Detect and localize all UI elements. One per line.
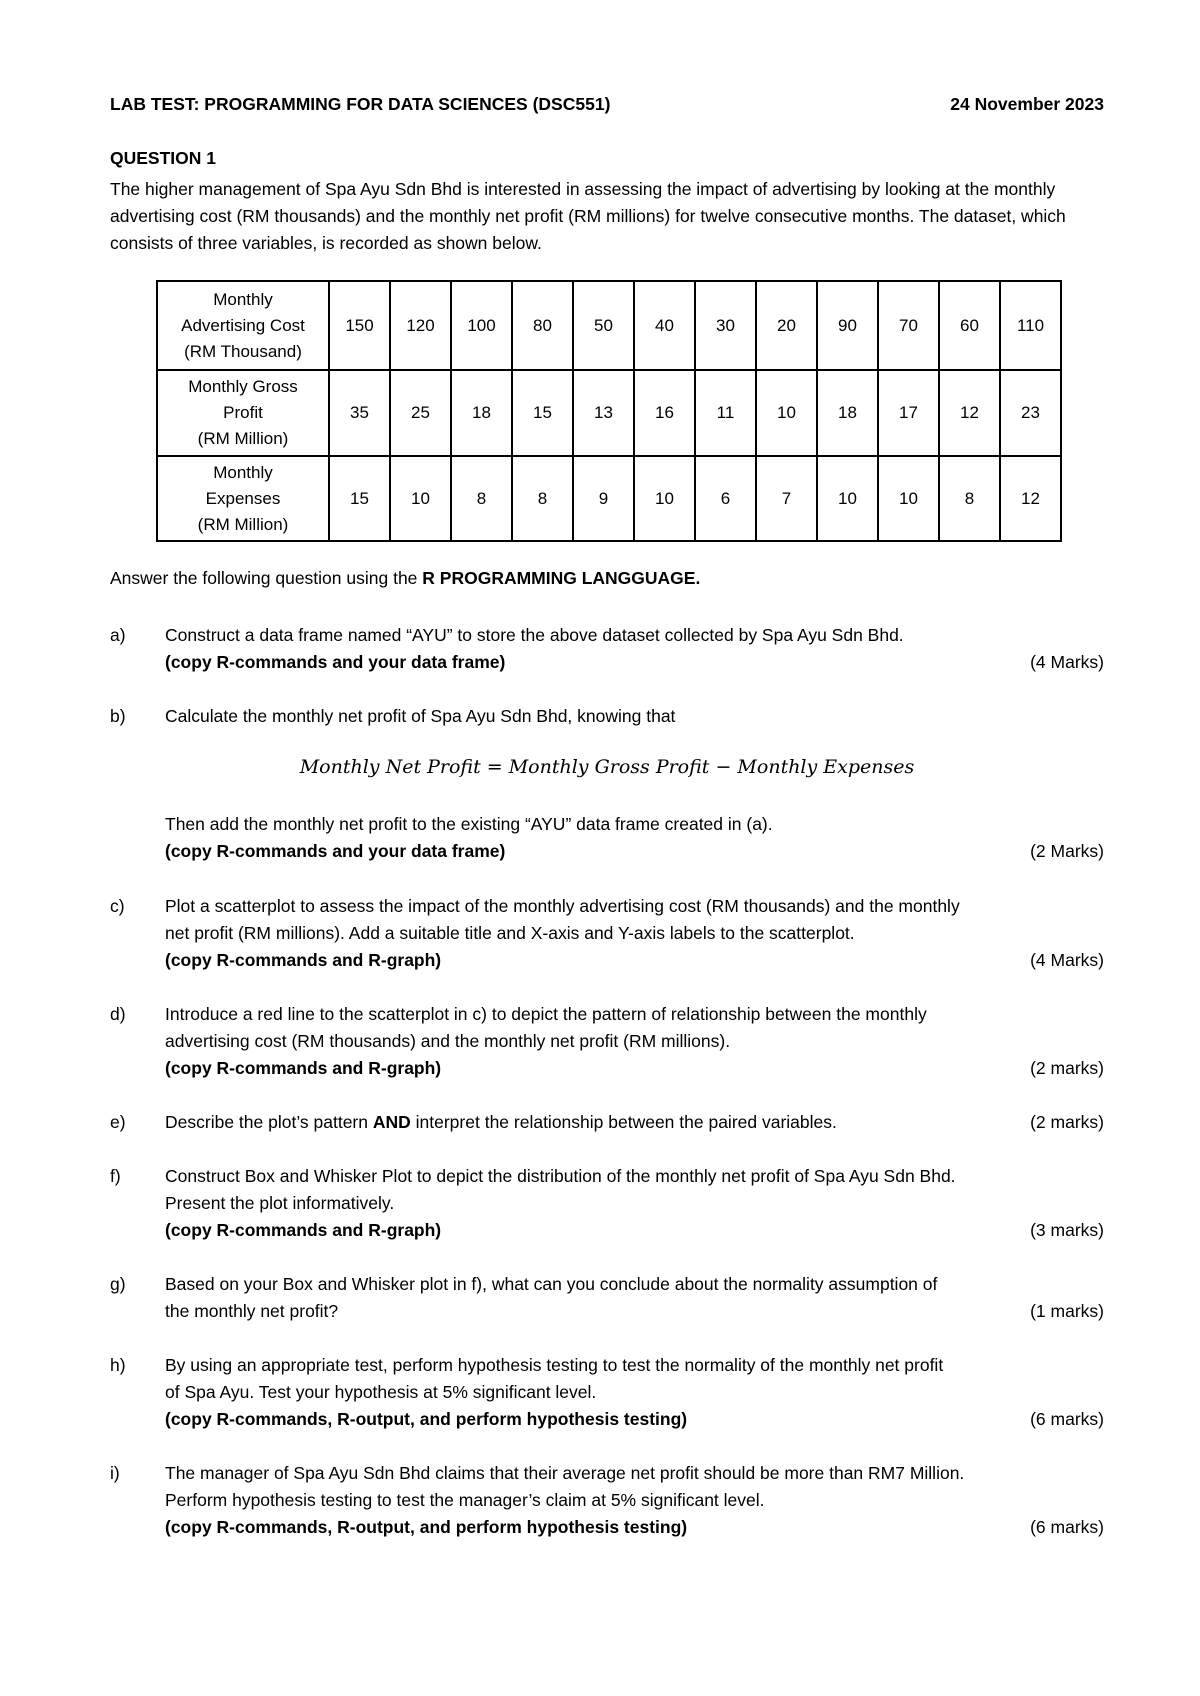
document-title: LAB TEST: PROGRAMMING FOR DATA SCIENCES (DSC551) bbox=[110, 94, 611, 114]
part-c-line1: Plot a scatterplot to assess the impact of the monthly advertising cost (RM thousands) and the monthly bbox=[165, 896, 960, 916]
part-letter: b) bbox=[110, 706, 126, 726]
part-h bbox=[110, 1352, 1104, 1433]
answer-instruction-prefix: Answer the following question using the bbox=[110, 568, 423, 588]
table-cell: 10 bbox=[390, 456, 451, 541]
part-letter: f) bbox=[110, 1166, 121, 1186]
table-cell: 90 bbox=[817, 281, 878, 370]
table-cell: 6 bbox=[695, 456, 756, 541]
table-cell: 8 bbox=[939, 456, 1000, 541]
table-cell: 10 bbox=[634, 456, 695, 541]
part-c-line2: net profit (RM millions). Add a suitable title and X-axis and Y-axis labels to the scatterplot. bbox=[165, 923, 855, 943]
part-e-suffix: interpret the relationship between the paired variables. bbox=[410, 1112, 837, 1132]
table-cell: 35 bbox=[329, 370, 390, 456]
gross-profit-row bbox=[157, 370, 1061, 456]
table-cell: 50 bbox=[573, 281, 634, 370]
expenses-row bbox=[157, 456, 1061, 541]
row-label-line: (RM Million) bbox=[197, 429, 289, 448]
row-label-line: Profit bbox=[223, 403, 263, 422]
part-f-instruction: (copy R-commands and R-graph) bbox=[165, 1220, 442, 1240]
table-cell: 8 bbox=[451, 456, 512, 541]
table-cell: 7 bbox=[756, 456, 817, 541]
part-h-line2: of Spa Ayu. Test your hypothesis at 5% significant level. bbox=[165, 1382, 597, 1402]
part-letter: i) bbox=[110, 1463, 120, 1483]
row-label-line: (RM Million) bbox=[197, 514, 289, 534]
table-cell: 23 bbox=[1000, 370, 1061, 456]
table-cell: 110 bbox=[1000, 281, 1061, 370]
row-label bbox=[157, 370, 329, 456]
row-label bbox=[157, 281, 329, 370]
net-profit-formula: Monthly Net Profit = Monthly Gross Profit − Monthly Expenses bbox=[299, 756, 915, 778]
part-b-marks: (2 Marks) bbox=[1030, 841, 1104, 861]
part-b-text: Calculate the monthly net profit of Spa Ayu Sdn Bhd, knowing that bbox=[165, 706, 676, 726]
table-cell: 100 bbox=[451, 281, 512, 370]
part-d-line2: advertising cost (RM thousands) and the monthly net profit (RM millions). bbox=[165, 1031, 731, 1051]
part-b bbox=[110, 703, 1104, 730]
part-d-marks: (2 marks) bbox=[1030, 1058, 1104, 1078]
part-h-instruction: (copy R-commands, R-output, and perform hypothesis testing) bbox=[165, 1409, 688, 1429]
document-header bbox=[110, 94, 1104, 115]
part-letter: a) bbox=[110, 625, 126, 645]
table-cell: 18 bbox=[817, 370, 878, 456]
part-letter: c) bbox=[110, 896, 125, 916]
table-cell: 20 bbox=[756, 281, 817, 370]
part-g-marks: (1 marks) bbox=[1030, 1301, 1104, 1321]
answer-instruction-language: R PROGRAMMING LANGGUAGE. bbox=[422, 568, 701, 588]
part-a-text: Construct a data frame named “AYU” to store the above dataset collected by Spa Ayu Sdn Bhd. bbox=[165, 625, 904, 645]
question-intro: The higher management of Spa Ayu Sdn Bhd is interested in assessing the impact of advertising by looking at the monthly advertising cost (RM thousands) and the monthly net profit (RM millions) for twelve consecutive months. The dataset, which consists of three variables, is recorded as shown below. bbox=[110, 179, 1066, 253]
table-cell: 70 bbox=[878, 281, 939, 370]
part-g-line1: Based on your Box and Whisker plot in f), what can you conclude about the normality assumption of bbox=[165, 1274, 938, 1294]
document-date: 24 November 2023 bbox=[950, 94, 1104, 114]
table-cell: 13 bbox=[573, 370, 634, 456]
part-i-line2: Perform hypothesis testing to test the manager’s claim at 5% significant level. bbox=[165, 1490, 765, 1510]
table-cell: 60 bbox=[939, 281, 1000, 370]
row-label-line: (RM Thousand) bbox=[184, 341, 302, 361]
part-letter: d) bbox=[110, 1004, 126, 1024]
part-a-marks: (4 Marks) bbox=[1030, 652, 1104, 672]
part-d-instruction: (copy R-commands and R-graph) bbox=[165, 1058, 442, 1078]
table-cell: 12 bbox=[939, 370, 1000, 456]
row-label-line: Monthly Gross bbox=[188, 377, 298, 396]
table-cell: 40 bbox=[634, 281, 695, 370]
part-g-line2: the monthly net profit? bbox=[165, 1301, 339, 1321]
dataset-table bbox=[156, 280, 1062, 542]
part-d bbox=[110, 1001, 1104, 1082]
table-cell: 25 bbox=[390, 370, 451, 456]
table-cell: 8 bbox=[512, 456, 573, 541]
part-letter: g) bbox=[110, 1274, 126, 1294]
part-h-marks: (6 marks) bbox=[1030, 1409, 1104, 1429]
table-cell: 80 bbox=[512, 281, 573, 370]
part-g bbox=[110, 1271, 1104, 1325]
part-b-continued bbox=[110, 811, 1104, 865]
table-cell: 10 bbox=[756, 370, 817, 456]
table-cell: 30 bbox=[695, 281, 756, 370]
table-cell: 15 bbox=[512, 370, 573, 456]
part-b-text2: Then add the monthly net profit to the existing “AYU” data frame created in (a). bbox=[165, 814, 773, 834]
part-letter: h) bbox=[110, 1355, 126, 1375]
part-i-marks: (6 marks) bbox=[1030, 1517, 1104, 1537]
part-b-instruction: (copy R-commands and your data frame) bbox=[165, 841, 506, 861]
question-title: QUESTION 1 bbox=[110, 148, 216, 168]
row-label-line: Monthly bbox=[213, 289, 273, 309]
part-c bbox=[110, 893, 1104, 974]
part-f-line2: Present the plot informatively. bbox=[165, 1193, 395, 1213]
part-a-instruction: (copy R-commands and your data frame) bbox=[165, 652, 506, 672]
part-i-instruction: (copy R-commands, R-output, and perform hypothesis testing) bbox=[165, 1517, 688, 1537]
row-label-line: Advertising Cost bbox=[181, 315, 305, 335]
table-cell: 10 bbox=[817, 456, 878, 541]
part-e-bold: AND bbox=[372, 1112, 411, 1132]
table-cell: 120 bbox=[390, 281, 451, 370]
row-label-line: Monthly bbox=[213, 462, 273, 482]
row-label bbox=[157, 456, 329, 541]
table-cell: 16 bbox=[634, 370, 695, 456]
part-d-line1: Introduce a red line to the scatterplot in c) to depict the pattern of relationship between the monthly bbox=[165, 1004, 927, 1024]
row-label-line: Expenses bbox=[205, 488, 281, 508]
part-i-line1: The manager of Spa Ayu Sdn Bhd claims that their average net profit should be more than RM7 Million. bbox=[165, 1463, 965, 1483]
part-e bbox=[110, 1109, 1104, 1136]
part-a bbox=[110, 622, 1104, 676]
part-f-line1: Construct Box and Whisker Plot to depict the distribution of the monthly net profit of Spa Ayu Sdn Bhd. bbox=[165, 1166, 956, 1186]
part-h-line1: By using an appropriate test, perform hypothesis testing to test the normality of the monthly net profit bbox=[165, 1355, 944, 1375]
table-cell: 11 bbox=[695, 370, 756, 456]
table-cell: 12 bbox=[1000, 456, 1061, 541]
table-cell: 17 bbox=[878, 370, 939, 456]
part-f bbox=[110, 1163, 1104, 1244]
part-i bbox=[110, 1460, 1104, 1541]
part-e-marks: (2 marks) bbox=[1030, 1112, 1104, 1132]
part-c-instruction: (copy R-commands and R-graph) bbox=[165, 950, 442, 970]
table-cell: 10 bbox=[878, 456, 939, 541]
part-f-marks: (3 marks) bbox=[1030, 1220, 1104, 1240]
answer-instruction bbox=[110, 568, 700, 589]
table-cell: 150 bbox=[329, 281, 390, 370]
table-cell: 18 bbox=[451, 370, 512, 456]
part-letter: e) bbox=[110, 1112, 126, 1132]
table-cell: 15 bbox=[329, 456, 390, 541]
advertising-cost-row bbox=[157, 281, 1061, 370]
table-cell: 9 bbox=[573, 456, 634, 541]
part-e-prefix: Describe the plot’s pattern bbox=[165, 1112, 373, 1132]
part-c-marks: (4 Marks) bbox=[1030, 950, 1104, 970]
